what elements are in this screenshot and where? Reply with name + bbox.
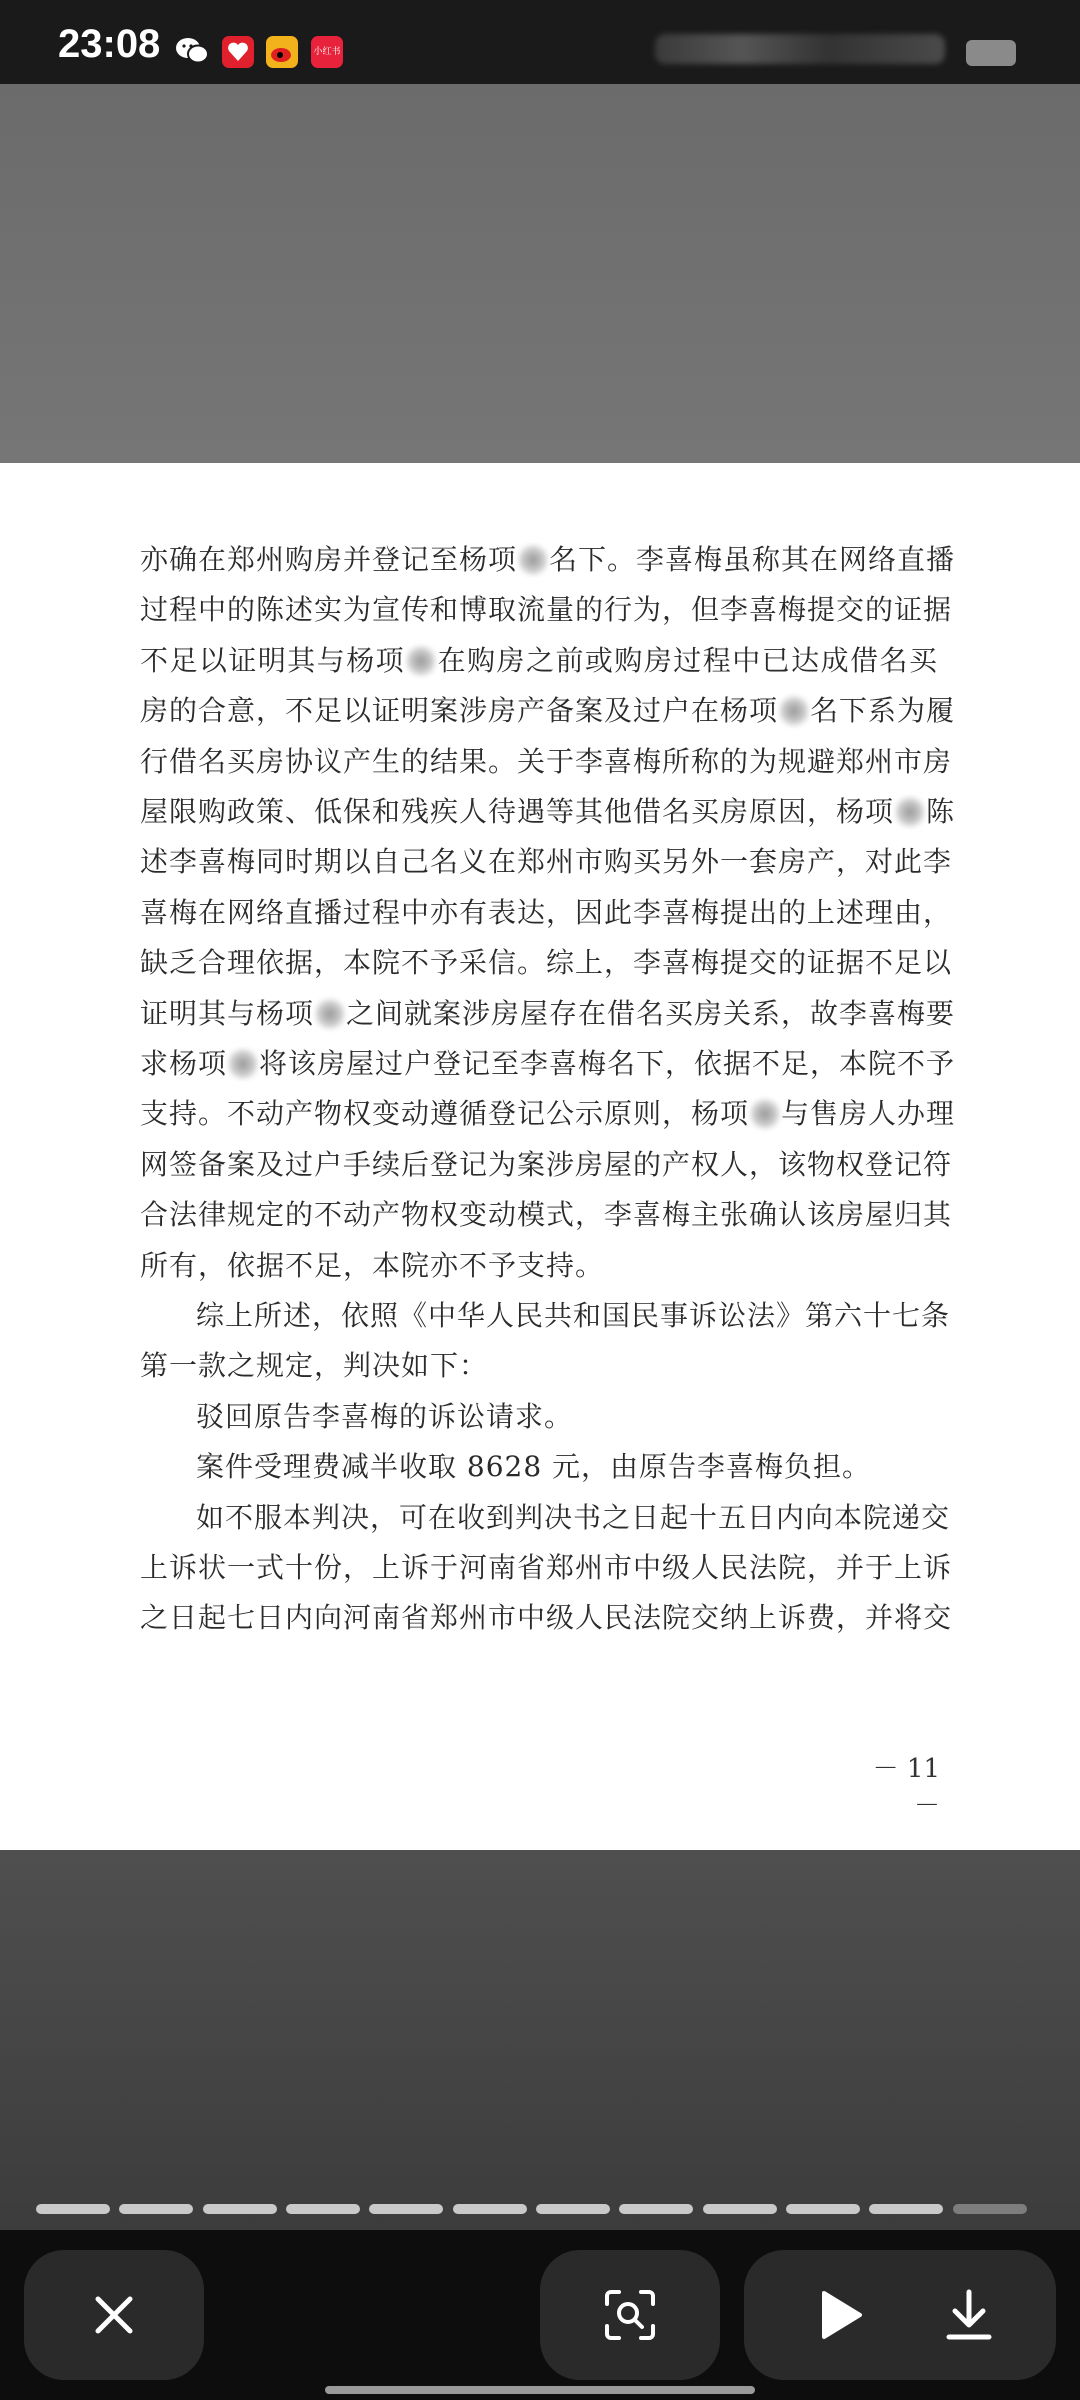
document-text-segment: 综上所述，依照《中华人民共和国民事诉讼法》第六十七条 [196, 1299, 951, 1332]
page-progress-segment [119, 2204, 193, 2214]
play-icon [816, 2288, 866, 2342]
document-line [140, 1140, 953, 1190]
document-text-segment: 将该房屋过户登记至李喜梅名下，依据不足，本院不予 [259, 1047, 956, 1080]
close-button[interactable] [24, 2250, 204, 2380]
document-text-segment: 案件受理费减半收取 8628 元，由原告李喜梅负担。 [196, 1450, 872, 1484]
wechat-icon [175, 36, 207, 68]
document-text-segment: 之间就案涉房屋存在借名买房关系，故李喜梅要 [346, 996, 956, 1030]
bottom-toolbar [0, 2230, 1080, 2400]
document-page[interactable] [0, 463, 1080, 1850]
document-line [140, 837, 953, 887]
document-text-segment: 述李喜梅同时期以自己名义在郑州市购买另外一套房产，对此李 [140, 845, 953, 879]
weibo-icon [266, 36, 298, 68]
document-text-segment: 上诉状一式十份，上诉于河南省郑州市中级人民法院，并于上诉 [140, 1551, 953, 1584]
document-text-segment: 屋限购政策、低保和残疾人待遇等其他借名买房原因，杨项 [140, 795, 895, 828]
status-time: 23:08 [58, 22, 161, 66]
document-line [140, 737, 953, 787]
document-line [140, 888, 953, 938]
document-line [140, 1341, 938, 1391]
document-text-segment: 不足以证明其与杨项 [140, 643, 406, 677]
page-progress-segment [453, 2204, 527, 2214]
viewer-background-bottom [0, 1850, 1080, 2230]
document-text-segment: 名下系为履 [810, 694, 956, 728]
redacted-name-blur [406, 644, 436, 678]
document-text-segment: 缺乏合理依据，本院不予采信。综上，李喜梅提交的证据不足以 [140, 946, 953, 980]
page-progress-indicator [36, 2204, 1036, 2214]
document-text-segment: 名下。李喜梅虽称其在网络直播 [549, 543, 956, 576]
document-text-segment: 亦确在郑州购房并登记至杨项 [140, 543, 518, 576]
redacted-name-blur [895, 795, 925, 829]
blurred-status-area [655, 34, 945, 64]
xiaohongshu-icon: 小红书 [311, 36, 343, 68]
document-line [140, 686, 956, 736]
document-text-segment: 之日起七日内向河南省郑州市中级人民法院交纳上诉费，并将交 [140, 1601, 953, 1635]
page-progress-segment [619, 2204, 693, 2214]
document-text-segment: 在购房之前或购房过程中已达成借名买 [437, 643, 938, 677]
document-text-segment: 行借名买房协议产生的结果。关于李喜梅所称的为规避郑州市房 [140, 744, 953, 778]
document-line [196, 1493, 951, 1543]
document-text-segment: 网签备案及过户手续后登记为案涉房屋的产权人，该物权登记符 [140, 1147, 953, 1181]
document-text-segment: 求杨项 [140, 1047, 228, 1080]
action-group [744, 2250, 1056, 2380]
document-text-segment: 证明其与杨项 [140, 996, 315, 1030]
page-progress-segment [869, 2204, 943, 2214]
document-line [140, 938, 953, 988]
redacted-name-blur [750, 1097, 780, 1131]
document-line [140, 1039, 956, 1089]
redacted-name-blur [228, 1047, 258, 1081]
image-search-icon [603, 2288, 657, 2342]
document-text-segment: 与售房人办理 [781, 1097, 956, 1131]
redacted-name-blur [779, 694, 809, 728]
document-line [140, 787, 956, 837]
page-progress-segment [369, 2204, 443, 2214]
document-text-segment: 驳回原告李喜梅的诉讼请求。 [196, 1399, 574, 1433]
page-number: － 11 － [872, 1754, 940, 1821]
page-progress-segment [203, 2204, 277, 2214]
page-progress-segment [703, 2204, 777, 2214]
document-text-segment: 第一款之规定，判决如下： [140, 1349, 489, 1383]
document-line [140, 1593, 953, 1643]
redacted-name-blur [518, 543, 548, 577]
document-text-segment: 过程中的陈述实为宣传和博取流量的行为，但李喜梅提交的证据 [140, 593, 953, 627]
document-line [196, 1392, 938, 1442]
page-progress-segment [536, 2204, 610, 2214]
play-button[interactable] [794, 2270, 884, 2360]
document-line [140, 535, 956, 585]
document-text-segment: 合法律规定的不动产物权变动模式，李喜梅主张确认该房屋归其 [140, 1198, 953, 1232]
document-text-segment: 支持。不动产物权变动遵循登记公示原则，杨项 [140, 1097, 750, 1131]
viewer-background-top [0, 84, 1080, 463]
home-indicator[interactable] [325, 2386, 755, 2394]
document-line [140, 1089, 956, 1139]
download-button[interactable] [924, 2270, 1014, 2360]
page-progress-segment [953, 2204, 1027, 2214]
document-line [140, 1190, 953, 1240]
app-icon [222, 36, 254, 68]
document-text-segment: 房的合意，不足以证明案涉房产备案及过户在杨项 [140, 694, 779, 728]
document-text-segment: 陈 [926, 795, 956, 828]
document-line [196, 1442, 938, 1492]
status-bar [0, 0, 1080, 84]
download-icon [944, 2288, 994, 2342]
page-progress-segment [286, 2204, 360, 2214]
page-progress-segment [36, 2204, 110, 2214]
document-line [140, 636, 938, 686]
document-line [140, 585, 953, 635]
document-text-segment: 喜梅在网络直播过程中亦有表达，因此李喜梅提出的上述理由， [140, 895, 953, 929]
document-line [140, 1241, 938, 1291]
document-line [140, 989, 956, 1039]
document-line [196, 1291, 951, 1341]
close-icon [92, 2293, 136, 2337]
document-text-segment: 所有，依据不足，本院亦不予支持。 [140, 1248, 605, 1282]
document-text-segment: 如不服本判决，可在收到判决书之日起十五日内向本院递交 [196, 1500, 951, 1534]
redacted-name-blur [315, 997, 345, 1031]
document-line [140, 1543, 953, 1593]
page-progress-segment [786, 2204, 860, 2214]
battery-icon [966, 40, 1016, 66]
image-search-button[interactable] [540, 2250, 720, 2380]
